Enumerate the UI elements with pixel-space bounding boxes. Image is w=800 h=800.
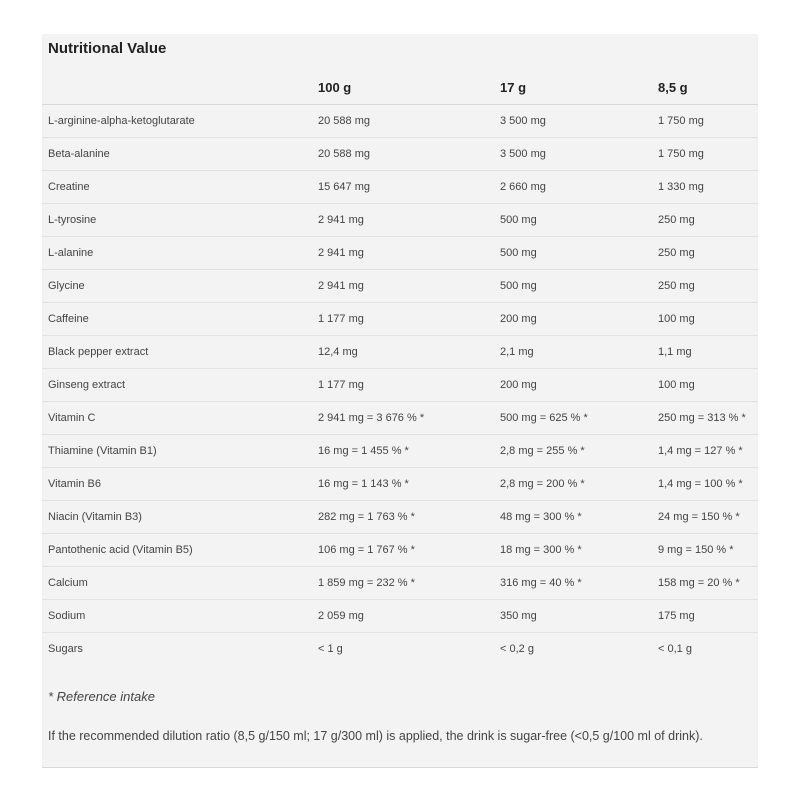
table-row <box>42 137 758 170</box>
value-100g-cell: 1 177 mg <box>312 302 494 335</box>
header-100g: 100 g <box>312 72 494 104</box>
value-8-5g-cell: 250 mg = 313 % * <box>652 401 758 434</box>
table-row <box>42 599 758 632</box>
nutrition-table <box>42 72 758 665</box>
value-100g-cell: < 1 g <box>318 642 343 655</box>
value-8-5g-cell: 1 330 mg <box>652 170 758 203</box>
value-100g-cell: 20 588 mg <box>312 137 494 170</box>
ingredient-cell: Ginseng extract <box>42 368 312 401</box>
value-100g-cell: 2 941 mg <box>312 269 494 302</box>
value-17g-cell: 316 mg = 40 % * <box>494 566 652 599</box>
value-8-5g-cell: 24 mg = 150 % * <box>652 500 758 533</box>
table-row <box>42 533 758 566</box>
value-100g-cell: 20 588 mg <box>312 104 494 137</box>
value-17g-cell: 500 mg <box>494 203 652 236</box>
ingredient-cell: Glycine <box>42 269 312 302</box>
value-8-5g-cell: 100 mg <box>652 302 758 335</box>
table-row <box>42 368 758 401</box>
value-100g-cell: 15 647 mg <box>312 170 494 203</box>
value-17g-cell: 3 500 mg <box>494 137 652 170</box>
value-8-5g-cell: 100 mg <box>652 368 758 401</box>
value-8-5g-cell: 9 mg = 150 % * <box>652 533 758 566</box>
value-100g-cell: 1 859 mg = 232 % * <box>312 566 494 599</box>
header-8-5g: 8,5 g <box>652 72 758 104</box>
value-17g-cell: 2,8 mg = 255 % * <box>494 434 652 467</box>
dilution-note: If the recommended dilution ratio (8,5 g/150 ml; 17 g/300 ml) is applied, the drink is sugar-free (<0,5 g/100 ml of drink). <box>48 729 703 743</box>
table-row <box>42 170 758 203</box>
value-100g-cell: 2 941 mg <box>312 203 494 236</box>
value-8-5g-cell: 158 mg = 20 % * <box>652 566 758 599</box>
value-17g-cell: 18 mg = 300 % * <box>494 533 652 566</box>
value-17g-cell: 350 mg <box>494 599 652 632</box>
table-row <box>42 500 758 533</box>
value-8-5g-cell: 1 750 mg <box>652 137 758 170</box>
header-17g: 17 g <box>494 72 652 104</box>
ingredient-cell: Black pepper extract <box>42 335 312 368</box>
value-100g-cell: 16 mg = 1 455 % * <box>312 434 494 467</box>
nutrition-title: Nutritional Value <box>48 40 167 57</box>
table-row <box>42 104 758 137</box>
value-8-5g-cell: 250 mg <box>652 203 758 236</box>
value-100g-cell: 2 941 mg = 3 676 % * <box>312 401 494 434</box>
value-17g-cell: 2,8 mg = 200 % * <box>494 467 652 500</box>
table-row <box>42 401 758 434</box>
value-8-5g-cell: 1 750 mg <box>652 104 758 137</box>
value-17g-cell: 500 mg <box>494 269 652 302</box>
ingredient-cell: Thiamine (Vitamin B1) <box>42 434 312 467</box>
value-8-5g-cell: 250 mg <box>652 269 758 302</box>
ingredient-cell: Sugars <box>48 642 83 655</box>
ingredient-cell: L-tyrosine <box>42 203 312 236</box>
table-row <box>42 269 758 302</box>
value-8-5g-cell: < 0,1 g <box>658 642 692 655</box>
value-100g-cell: 12,4 mg <box>312 335 494 368</box>
value-8-5g-cell: 250 mg <box>652 236 758 269</box>
value-17g-cell: 200 mg <box>494 368 652 401</box>
value-8-5g-cell: 1,4 mg = 127 % * <box>652 434 758 467</box>
table-row <box>42 203 758 236</box>
ingredient-cell: L-alanine <box>42 236 312 269</box>
table-row <box>42 335 758 368</box>
table-body <box>42 104 758 665</box>
nutrition-panel <box>42 34 758 768</box>
value-100g-cell: 2 941 mg <box>312 236 494 269</box>
value-17g-cell: 2 660 mg <box>494 170 652 203</box>
value-8-5g-cell: 175 mg <box>652 599 758 632</box>
table-row <box>42 467 758 500</box>
header-ingredient <box>42 72 312 104</box>
ingredient-cell: Pantothenic acid (Vitamin B5) <box>42 533 312 566</box>
value-17g-cell: 500 mg = 625 % * <box>494 401 652 434</box>
ingredient-cell: Calcium <box>42 566 312 599</box>
value-100g-cell: 1 177 mg <box>312 368 494 401</box>
ingredient-cell: L-arginine-alpha-ketoglutarate <box>42 104 312 137</box>
table-row <box>42 302 758 335</box>
value-100g-cell: 282 mg = 1 763 % * <box>312 500 494 533</box>
value-100g-cell: 16 mg = 1 143 % * <box>312 467 494 500</box>
ingredient-cell: Vitamin C <box>42 401 312 434</box>
value-17g-cell: 2,1 mg <box>494 335 652 368</box>
table-row <box>42 632 758 665</box>
ingredient-cell: Creatine <box>42 170 312 203</box>
value-100g-cell: 2 059 mg <box>312 599 494 632</box>
value-8-5g-cell: 1,4 mg = 100 % * <box>652 467 758 500</box>
table-header-row <box>42 72 758 104</box>
value-17g-cell: 200 mg <box>494 302 652 335</box>
table-row <box>42 236 758 269</box>
value-100g-cell: 106 mg = 1 767 % * <box>312 533 494 566</box>
reference-intake-footnote: * Reference intake <box>48 689 155 704</box>
value-17g-cell: 3 500 mg <box>494 104 652 137</box>
ingredient-cell: Sodium <box>42 599 312 632</box>
value-17g-cell: < 0,2 g <box>500 642 534 655</box>
ingredient-cell: Caffeine <box>42 302 312 335</box>
value-8-5g-cell: 1,1 mg <box>652 335 758 368</box>
value-17g-cell: 500 mg <box>494 236 652 269</box>
ingredient-cell: Vitamin B6 <box>42 467 312 500</box>
ingredient-cell: Beta-alanine <box>42 137 312 170</box>
table-row <box>42 434 758 467</box>
ingredient-cell: Niacin (Vitamin B3) <box>42 500 312 533</box>
table-row <box>42 566 758 599</box>
value-17g-cell: 48 mg = 300 % * <box>494 500 652 533</box>
